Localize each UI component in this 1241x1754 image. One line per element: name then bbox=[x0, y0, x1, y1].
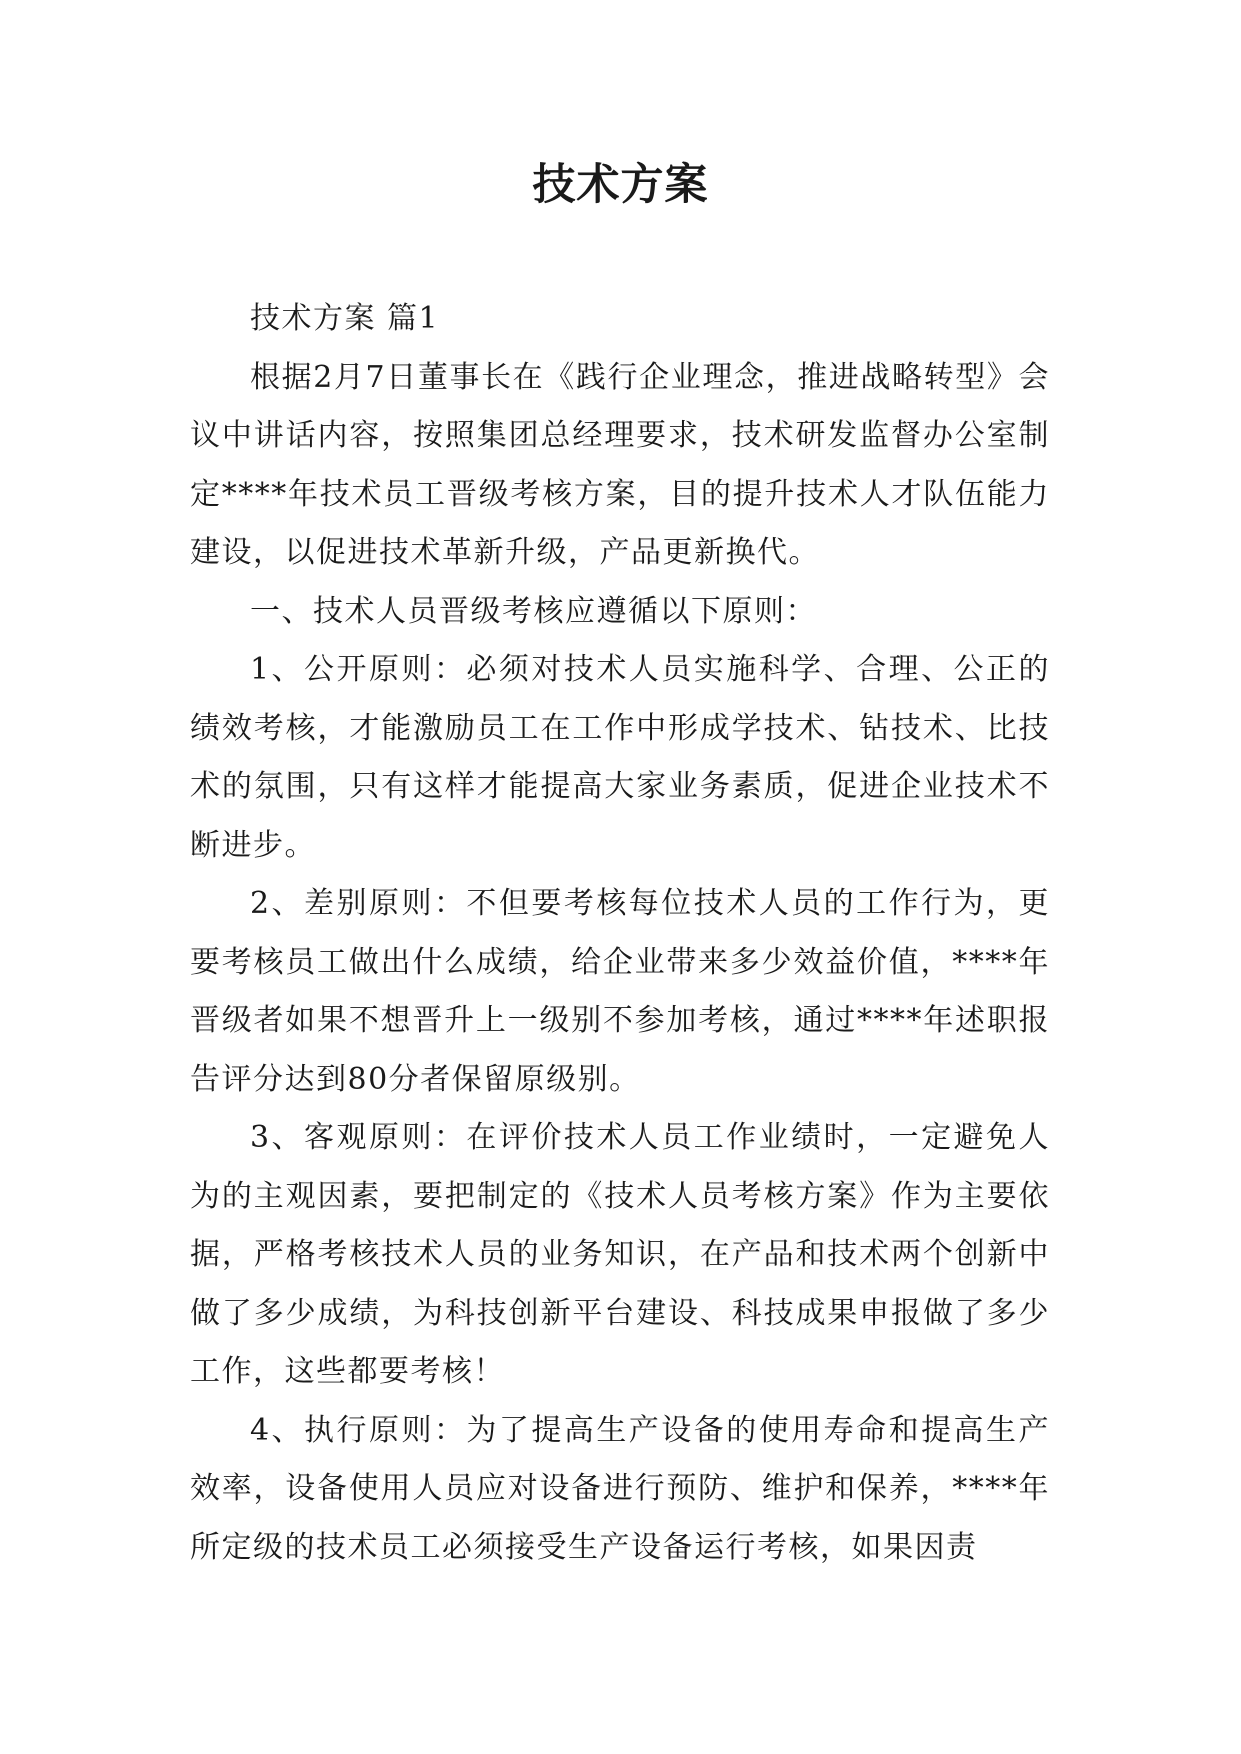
paragraph-principle-2: 2、差别原则：不但要考核每位技术人员的工作行为，更要考核员工做出什么成绩，给企业带来多少效益价值，****年晋级者如果不想晋升上一级别不参加考核，通过****年述职报告评分达到80分者保留原级别。 bbox=[190, 886, 1050, 1097]
paragraph-principles-heading: 一、技术人员晋级考核应遵循以下原则： bbox=[250, 593, 817, 629]
paragraph-principle-4: 4、执行原则：为了提高生产设备的使用寿命和提高生产效率，设备使用人员应对设备进行预防、维护和保养，****年所定级的技术员工必须接受生产设备运行考核，如果因责 bbox=[190, 1412, 1050, 1565]
section-heading: 技术方案 篇1 bbox=[250, 301, 440, 336]
paragraph-principle-3: 3、客观原则：在评价技术人员工作业绩时，一定避免人为的主观因素，要把制定的《技术人员考核方案》作为主要依据，严格考核技术人员的业务知识，在产品和技术两个创新中做了多少成绩，为科技创新平台建设、科技成果申报做了多少工作，这些都要考核！ bbox=[190, 1120, 1050, 1389]
document-body bbox=[190, 290, 1050, 1577]
paragraph-principle-1: 1、公开原则：必须对技术人员实施科学、合理、公正的绩效考核，才能激励员工在工作中形成学技术、钻技术、比技术的氛围，只有这样才能提高大家业务素质，促进企业技术不断进步。 bbox=[190, 652, 1050, 863]
paragraph-intro: 根据2月7日董事长在《践行企业理念，推进战略转型》会议中讲话内容，按照集团总经理要求，技术研发监督办公室制定****年技术员工晋级考核方案，目的提升技术人才队伍能力建设，以促进技术革新升级，产品更新换代。 bbox=[190, 359, 1050, 570]
document-title: 技术方案 bbox=[532, 160, 709, 210]
